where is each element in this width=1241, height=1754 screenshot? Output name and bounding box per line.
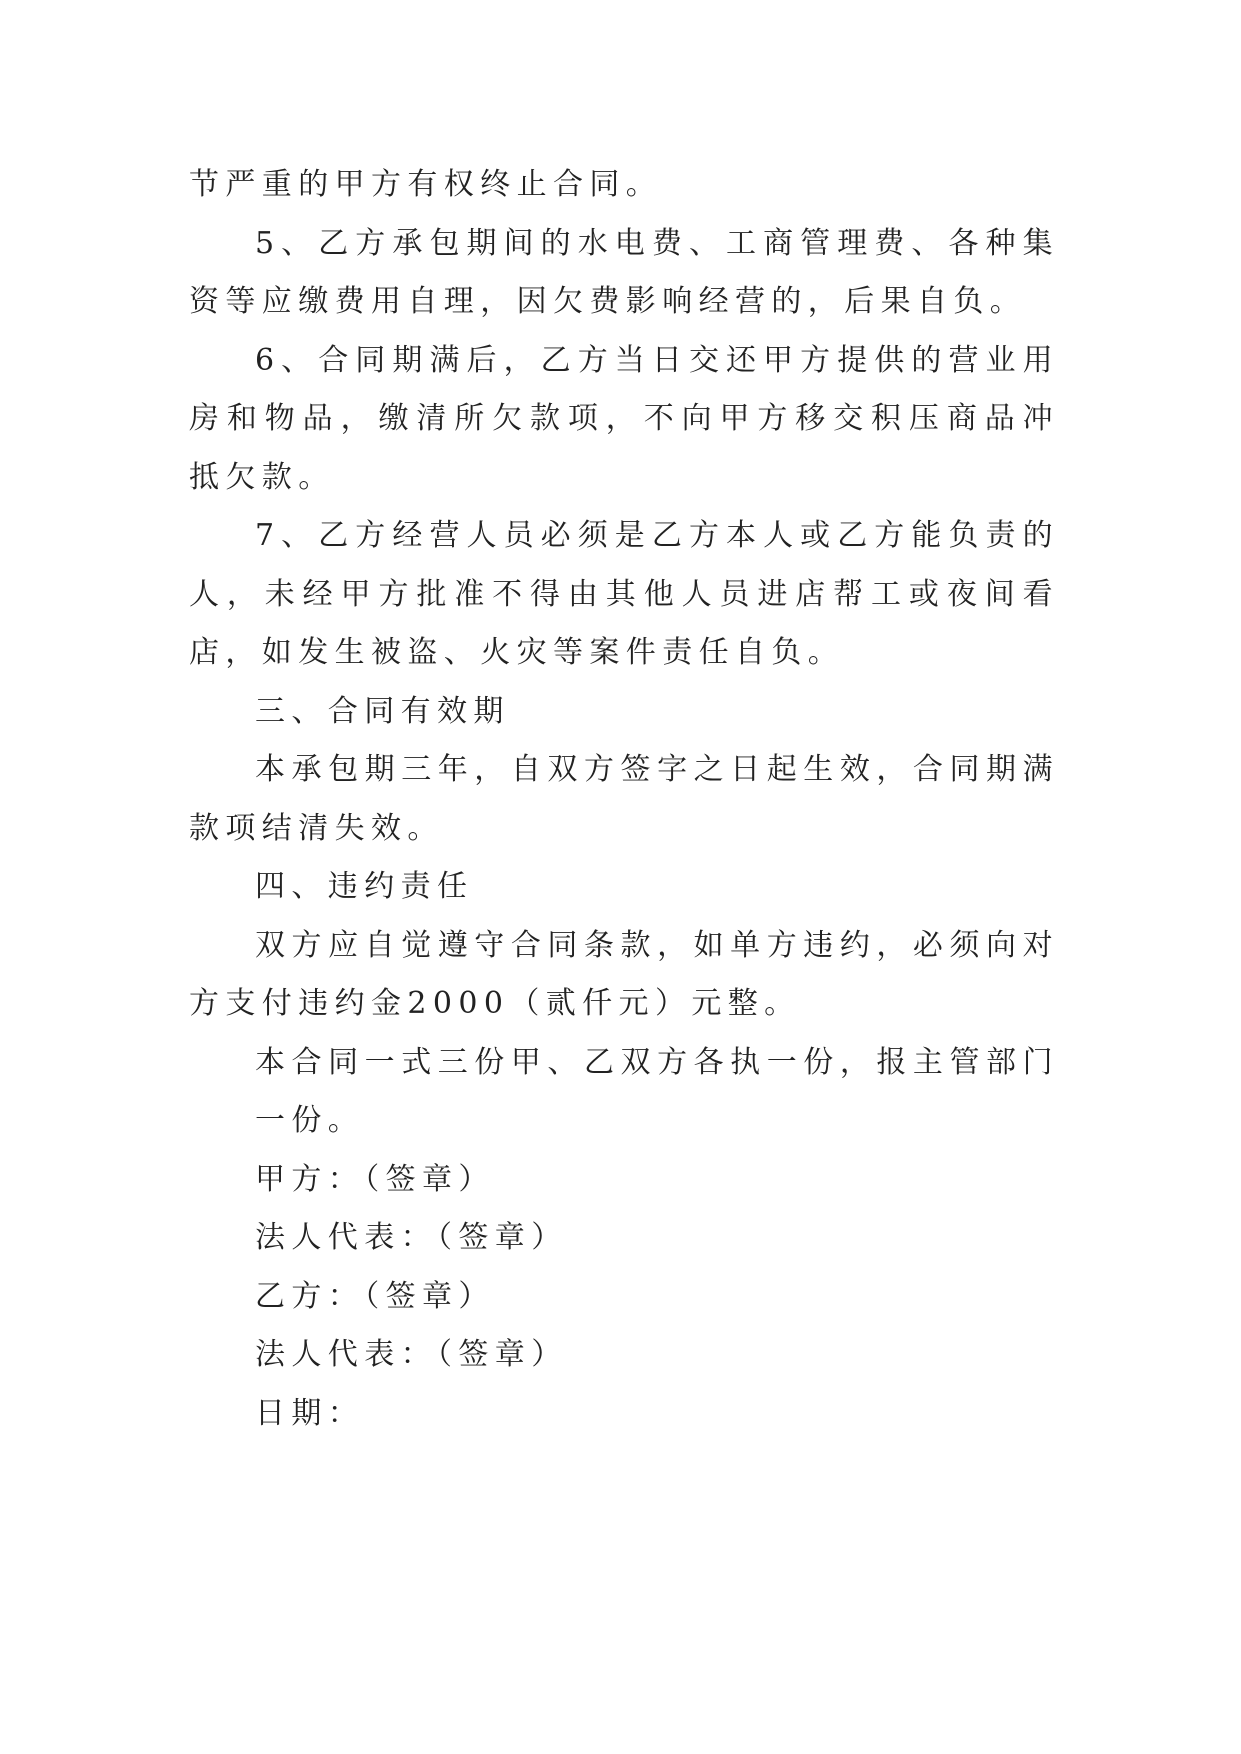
clause-4-continuation: 节严重的甲方有权终止合同。: [189, 167, 663, 202]
signature-party-b-rep: 法人代表：（签章）: [255, 1337, 568, 1372]
copies-paragraph: 本合同一式三份甲、乙双方各执一份，报主管部门一份。: [255, 1044, 1059, 1138]
signature-date: 日期：: [255, 1395, 365, 1431]
breach-paragraph: 双方应自觉遵守合同条款，如单方违约，必须向对方支付违约金2000（贰仟元）元整。: [189, 927, 1059, 1021]
clause-5: 5、乙方承包期间的水电费、工商管理费、各种集资等应缴费用自理，因欠费影响经营的，后果自负。: [189, 225, 1059, 319]
clause-7: 7、乙方经营人员必须是乙方本人或乙方能负责的人，未经甲方批准不得由其他人员进店帮工或夜间看店，如发生被盗、火灾等案件责任自负。: [189, 518, 1059, 670]
section-heading-breach: 四、违约责任: [255, 869, 474, 904]
signature-party-a: 甲方：（签章）: [255, 1161, 495, 1197]
document-body: [189, 156, 1059, 1443]
signature-party-a-rep: 法人代表：（签章）: [255, 1220, 568, 1255]
signature-party-b: 乙方：（签章）: [255, 1278, 495, 1314]
clause-6: 6、合同期满后，乙方当日交还甲方提供的营业用房和物品，缴清所欠款项，不向甲方移交积压商品冲抵欠款。: [189, 342, 1059, 495]
validity-paragraph: 本承包期三年，自双方签字之日起生效，合同期满款项结清失效。: [189, 752, 1059, 846]
section-heading-validity: 三、合同有效期: [255, 693, 510, 729]
